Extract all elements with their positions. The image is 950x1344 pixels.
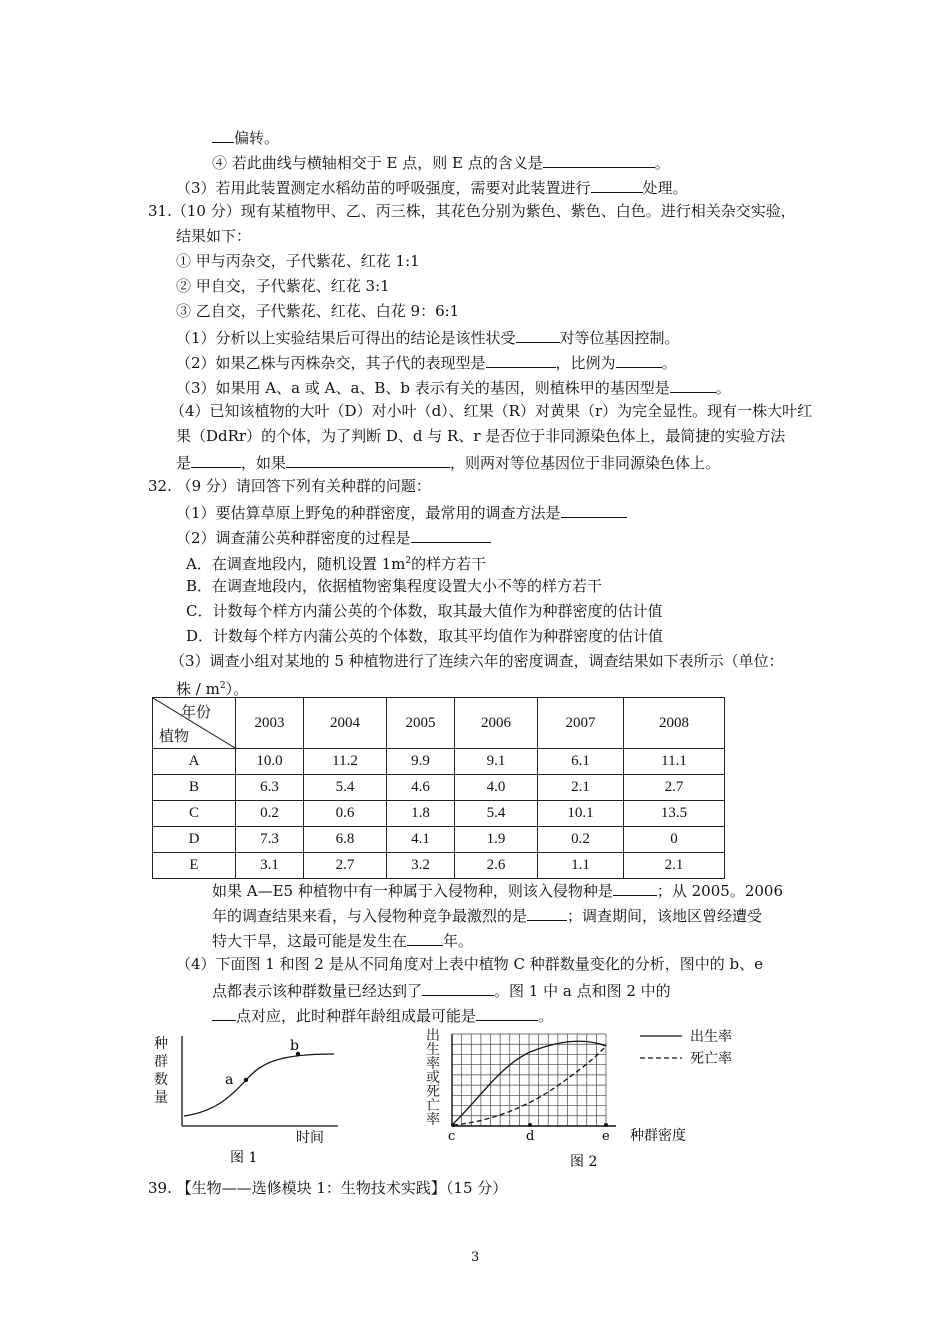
answer-blank[interactable] [286,451,450,468]
answer-blank[interactable] [476,1004,538,1021]
option-d[interactable]: D．计数每个样方内蒲公英的个体数，取其平均值作为种群密度的估计值 [186,627,664,645]
q32-part-1: （1）要估算草原上野兔的种群密度，最常用的调查方法是 [176,501,627,523]
answer-blank[interactable] [527,904,567,921]
fig1-growth-curve [184,1054,334,1116]
answer-blank[interactable] [411,526,491,543]
answer-blank[interactable] [407,929,443,946]
q31-result-3: ③ 乙自交，子代紫花、红花、白花 9：6:1 [176,302,460,320]
fig2-ylabel-char: 生 [426,1042,440,1058]
fig1-point-a [244,1078,248,1082]
value-cell: 5.4 [455,801,538,827]
plant-cell: D [153,827,236,853]
fig2-ylabel-char: 或 [426,1070,440,1086]
q31-part-1: （1）分析以上实验结果后可得出的结论是该性状受 对等位基因控制。 [176,326,680,348]
value-cell: 1.1 [538,853,624,879]
value-cell: 11.1 [624,749,725,775]
fig2-point-c [451,1123,455,1127]
year-header: 2007 [538,698,624,749]
fig1-ylabel-char: 群 [154,1054,168,1070]
value-cell: 1.8 [387,801,455,827]
fig1-ylabel-char: 种 [154,1036,168,1052]
answer-blank[interactable] [616,351,662,368]
q31-part-2: （2）如果乙株与丙株杂交，其子代的表现型是 ，比例为 。 [176,351,677,373]
table-corner-cell [153,698,236,749]
option-b[interactable]: B．在调查地段内，依据植物密集程度设置大小不等的样方若干 [186,577,603,595]
answer-blank[interactable] [212,1004,236,1021]
answer-blank[interactable] [212,126,234,143]
fig1-label-a: a [225,1072,234,1088]
value-cell: 4.1 [387,827,455,853]
value-cell: 2.6 [455,853,538,879]
fig2-xlabel: 种群密度 [630,1128,686,1144]
fig1-ylabel-char: 数 [154,1072,168,1088]
table-row [153,827,725,853]
plant-cell: B [153,775,236,801]
fig2-tick-e: e [602,1129,610,1144]
plant-cell: E [153,853,236,879]
fig2-caption: 图 2 [570,1154,598,1170]
after-table-1: 如果 A—E5 种植物中有一种属于入侵物种，则该入侵物种是 ；从 2005。2006 [212,879,783,901]
value-cell: 2.7 [304,853,387,879]
q31-part-4-end: 是 ，如果 ，则两对等位基因位于非同源染色体上。 [176,451,720,473]
value-cell: 3.1 [236,853,304,879]
fig1-caption: 图 1 [230,1150,258,1166]
q32-part-4: （4）下面图 1 和图 2 是从不同角度对上表中植物 C 种群数量变化的分析，图中的 b、e [176,955,763,973]
fig2-legend-death: 死亡率 [690,1051,732,1067]
fig2-birth-curve [453,1041,606,1124]
table-header-row [153,698,725,749]
figure-2 [420,1026,760,1172]
answer-blank[interactable] [486,351,556,368]
value-cell: 13.5 [624,801,725,827]
answer-blank[interactable] [422,979,494,996]
corner-label-year: 年份 [181,705,212,721]
q31-result-1: ① 甲与丙杂交，子代紫花、红花 1:1 [176,252,420,270]
fig2-ylabel-char: 亡 [426,1098,440,1114]
q31-part-4-cont: 果（DdRr）的个体，为了判断 D、d 与 R、r 是否位于非同源染色体上，最简捷的实验方法 [176,427,786,445]
value-cell: 0.2 [236,801,304,827]
value-cell: 6.8 [304,827,387,853]
fig2-ylabel-char: 出 [426,1028,440,1044]
q31-stem-cont: 结果如下： [176,227,252,245]
value-cell: 4.6 [387,775,455,801]
after-table-2: 年的调查结果来看，与入侵物种竞争最激烈的是 ；调查期间，该地区曾经遭受 [212,904,762,926]
year-header: 2004 [304,698,387,749]
value-cell: 0.2 [538,827,624,853]
q32-part-4-cont: 点都表示该种群数量已经达到了 。图 1 中 a 点和图 2 中的 [212,979,671,1001]
fig2-ylabel-char: 率 [426,1112,440,1128]
answer-blank[interactable] [561,501,627,518]
fig2-point-e [604,1123,608,1127]
year-header: 2005 [387,698,455,749]
value-cell: 0 [624,827,725,853]
q32-part-3: （3）调查小组对某地的 5 种植物进行了连续六年的密度调查，调查结果如下表所示（单位： [170,652,784,670]
fig2-grid [452,1034,606,1126]
year-header: 2008 [624,698,725,749]
line-e-point: ④ 若此曲线与横轴相交于 E 点，则 E 点的含义是 。 [212,151,670,173]
q32-part-4-end: 点对应，此时种群年龄组成最可能是 。 [212,1004,553,1026]
option-c[interactable]: C．计数每个样方内蒲公英的个体数，取其最大值作为种群密度的估计值 [186,602,663,620]
fig2-ylabel-char: 率 [426,1056,440,1072]
answer-blank[interactable] [613,879,657,896]
value-cell: 2.1 [538,775,624,801]
answer-blank[interactable] [670,376,716,393]
value-cell: 9.9 [387,749,455,775]
value-cell: 10.0 [236,749,304,775]
fig2-tick-c: c [448,1129,456,1144]
value-cell: 1.9 [455,827,538,853]
table-row [153,801,725,827]
q32-part-2: （2）调查蒲公英种群密度的过程是 [176,526,491,548]
line-deflect: 偏转。 [212,126,279,148]
table-row [153,853,725,879]
line-q3-respiration: （3）若用此装置测定水稻幼苗的呼吸强度，需要对此装置进行 处理。 [176,176,688,198]
value-cell: 0.6 [304,801,387,827]
value-cell: 6.1 [538,749,624,775]
value-cell: 6.3 [236,775,304,801]
table-row [153,775,725,801]
after-table-3: 特大干旱，这最可能是发生在 年。 [212,929,473,951]
fig2-death-curve [453,1046,606,1125]
page-number: 3 [471,1250,480,1265]
answer-blank[interactable] [191,451,241,468]
q31-stem: 31.（10 分）现有某植物甲、乙、丙三株，其花色分别为紫色、紫色、白色。进行相关杂交实验， [148,202,796,220]
value-cell: 11.2 [304,749,387,775]
q31-result-2: ② 甲自交，子代紫花、红花 3:1 [176,277,390,295]
corner-label-plant: 植物 [159,729,190,745]
q32-part-3-unit: 株 / $m^2$）。 [176,680,249,698]
value-cell: 2.1 [624,853,725,879]
value-cell: 3.2 [387,853,455,879]
fig1-ylabel-char: 量 [154,1090,168,1106]
q31-part-3: （3）如果用 A、a 或 A、a、B、b 表示有关的基因，则植株甲的基因型是 。 [176,376,731,398]
q32-stem: 32. （9 分）请回答下列有关种群的问题： [148,477,431,495]
plant-cell: C [153,801,236,827]
fig2-ylabel-char: 死 [426,1084,440,1100]
figure-1 [150,1028,350,1168]
table-row [153,749,725,775]
q31-part-4: （4）已知该植物的大叶（D）对小叶（d）、红果（R）对黄果（r）为完全显性。现有一株大叶红 [170,402,813,420]
fig2-tick-d: d [526,1129,535,1144]
fig1-label-b: b [290,1038,299,1054]
density-table [152,697,725,879]
value-cell: 10.1 [538,801,624,827]
answer-blank[interactable] [516,326,560,343]
answer-blank[interactable] [591,176,643,193]
value-cell: 7.3 [236,827,304,853]
plant-cell: A [153,749,236,775]
year-header: 2006 [455,698,538,749]
value-cell: 9.1 [455,749,538,775]
fig2-legend-birth: 出生率 [690,1029,732,1045]
fig2-point-d [528,1123,532,1127]
value-cell: 4.0 [455,775,538,801]
year-header: 2003 [236,698,304,749]
fig1-xlabel: 时间 [296,1130,324,1146]
value-cell: 5.4 [304,775,387,801]
q39-heading: 39. 【生物——选修模块 1：生物技术实践】（15 分） [148,1179,508,1197]
answer-blank[interactable] [543,151,655,168]
option-a[interactable]: A．在调查地段内，随机设置 $1m^2$的样方若干 [186,555,487,573]
value-cell: 2.7 [624,775,725,801]
